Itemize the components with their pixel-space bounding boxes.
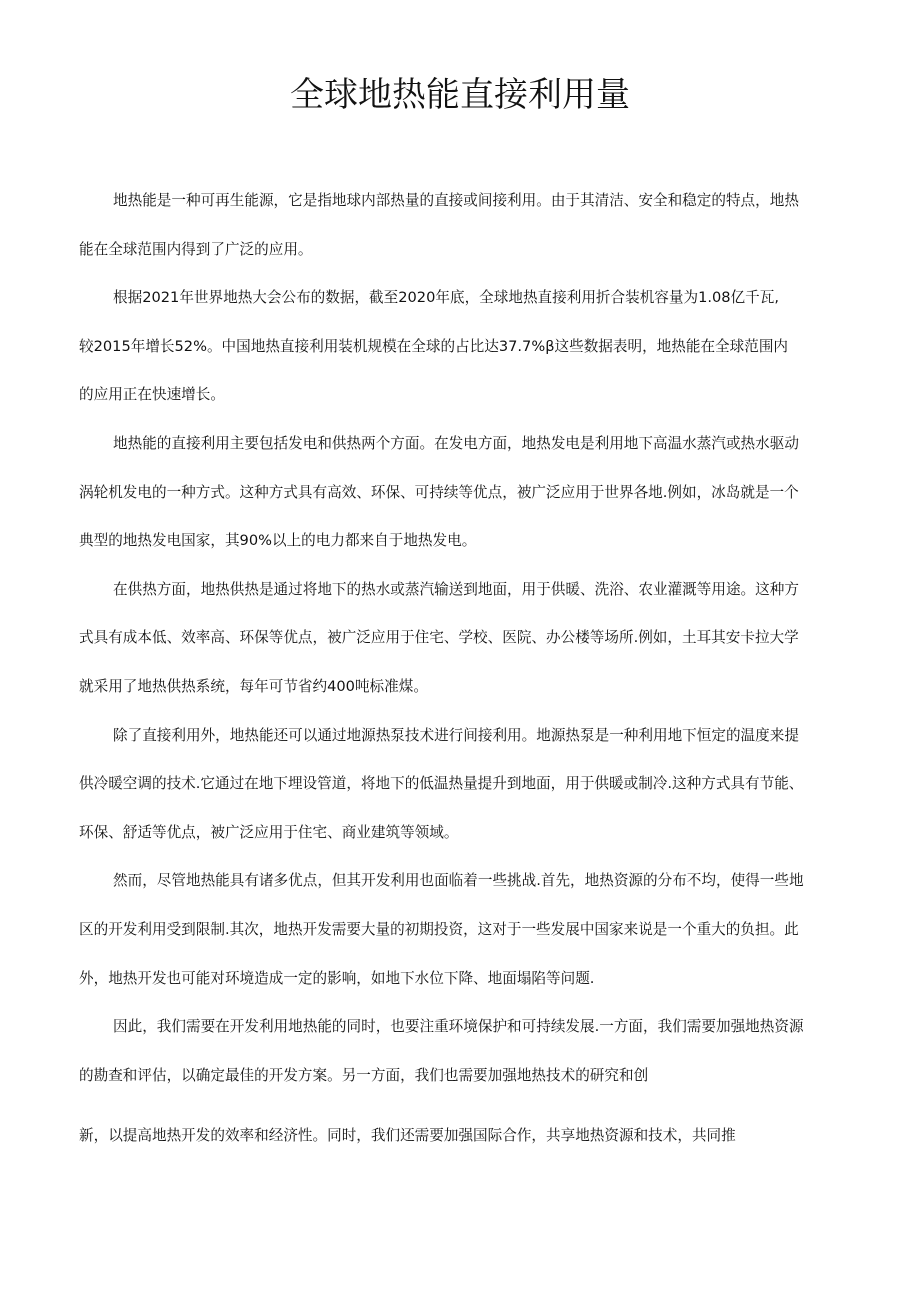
paragraph-1-line-2: 能在全球范围内得到了广泛的应用。 — [79, 240, 313, 258]
paragraph-2-line-1: 根据2021年世界地热大会公布的数据，截至2020年底，全球地热直接利用折合装机容量为1.08亿千瓦, — [113, 289, 779, 307]
paragraph-6-line-2: 区的开发利用受到限制.其次，地热开发需要大量的初期投资，这对于一些发展中国家来说是一个重大的负担。此 — [79, 920, 799, 938]
paragraph-3-line-2: 涡轮机发电的一种方式。这种方式具有高效、环保、可持续等优点，被广泛应用于世界各地.例如，冰岛就是一个 — [79, 483, 799, 501]
paragraph-4-line-1: 在供热方面，地热供热是通过将地下的热水或蒸汽输送到地面，用于供暖、洗浴、农业灌溉等用途。这种方 — [113, 580, 799, 598]
document-body — [79, 186, 843, 1170]
paragraph-6-line-3: 外，地热开发也可能对环境造成一定的影响，如地下水位下降、地面塌陷等问题. — [79, 969, 595, 987]
paragraph-5-line-1: 除了直接利用外，地热能还可以通过地源热泵技术进行间接利用。地源热泵是一种利用地下恒定的温度来提 — [113, 726, 799, 744]
paragraph-3-line-1: 地热能的直接利用主要包括发电和供热两个方面。在发电方面，地热发电是利用地下高温水蒸汽或热水驱动 — [113, 434, 799, 452]
paragraph-5-line-2: 供冷暖空调的技术.它通过在地下埋设管道，将地下的低温热量提升到地面，用于供暖或制冷.这种方式具有节能、 — [79, 775, 804, 793]
paragraph-6-line-1: 然而，尽管地热能具有诸多优点，但其开发利用也面临着一些挑战.首先，地热资源的分布不均，使得一些地 — [113, 872, 804, 890]
paragraph-2-line-2: 较2015年增长52%。中国地热直接利用装机规模在全球的占比达37.7%β这些数据表明，地热能在全球范围内 — [79, 337, 789, 355]
paragraph-4-line-3: 就采用了地热供热系统，每年可节省约400吨标准煤。 — [79, 677, 428, 695]
paragraph-7-line-1: 因此，我们需要在开发利用地热能的同时，也要注重环境保护和可持续发展.一方面，我们需要加强地热资源 — [113, 1018, 804, 1036]
paragraph-5-line-3: 环保、舒适等优点，被广泛应用于住宅、商业建筑等领域。 — [79, 823, 459, 841]
paragraph-7-line-2: 的勘查和评估，以确定最佳的开发方案。另一方面，我们也需要加强地热技术的研究和创 — [79, 1066, 649, 1084]
document-title: 全球地热能直接利用量 — [290, 75, 630, 115]
paragraph-4-line-2: 式具有成本低、效率高、环保等优点，被广泛应用于住宅、学校、医院、办公楼等场所.例如，土耳其安卡拉大学 — [79, 629, 799, 647]
paragraph-3-line-3: 典型的地热发电国家，其90%以上的电力都来自于地热发电。 — [79, 532, 477, 550]
paragraph-2-line-3: 的应用正在快速增长。 — [79, 386, 225, 404]
paragraph-7-line-3: 新，以提高地热开发的效率和经济性。同时，我们还需要加强国际合作，共享地热资源和技术，共同推 — [79, 1127, 736, 1145]
paragraph-1-line-1: 地热能是一种可再生能源，它是指地球内部热量的直接或间接利用。由于其清洁、安全和稳定的特点，地热 — [113, 192, 799, 209]
